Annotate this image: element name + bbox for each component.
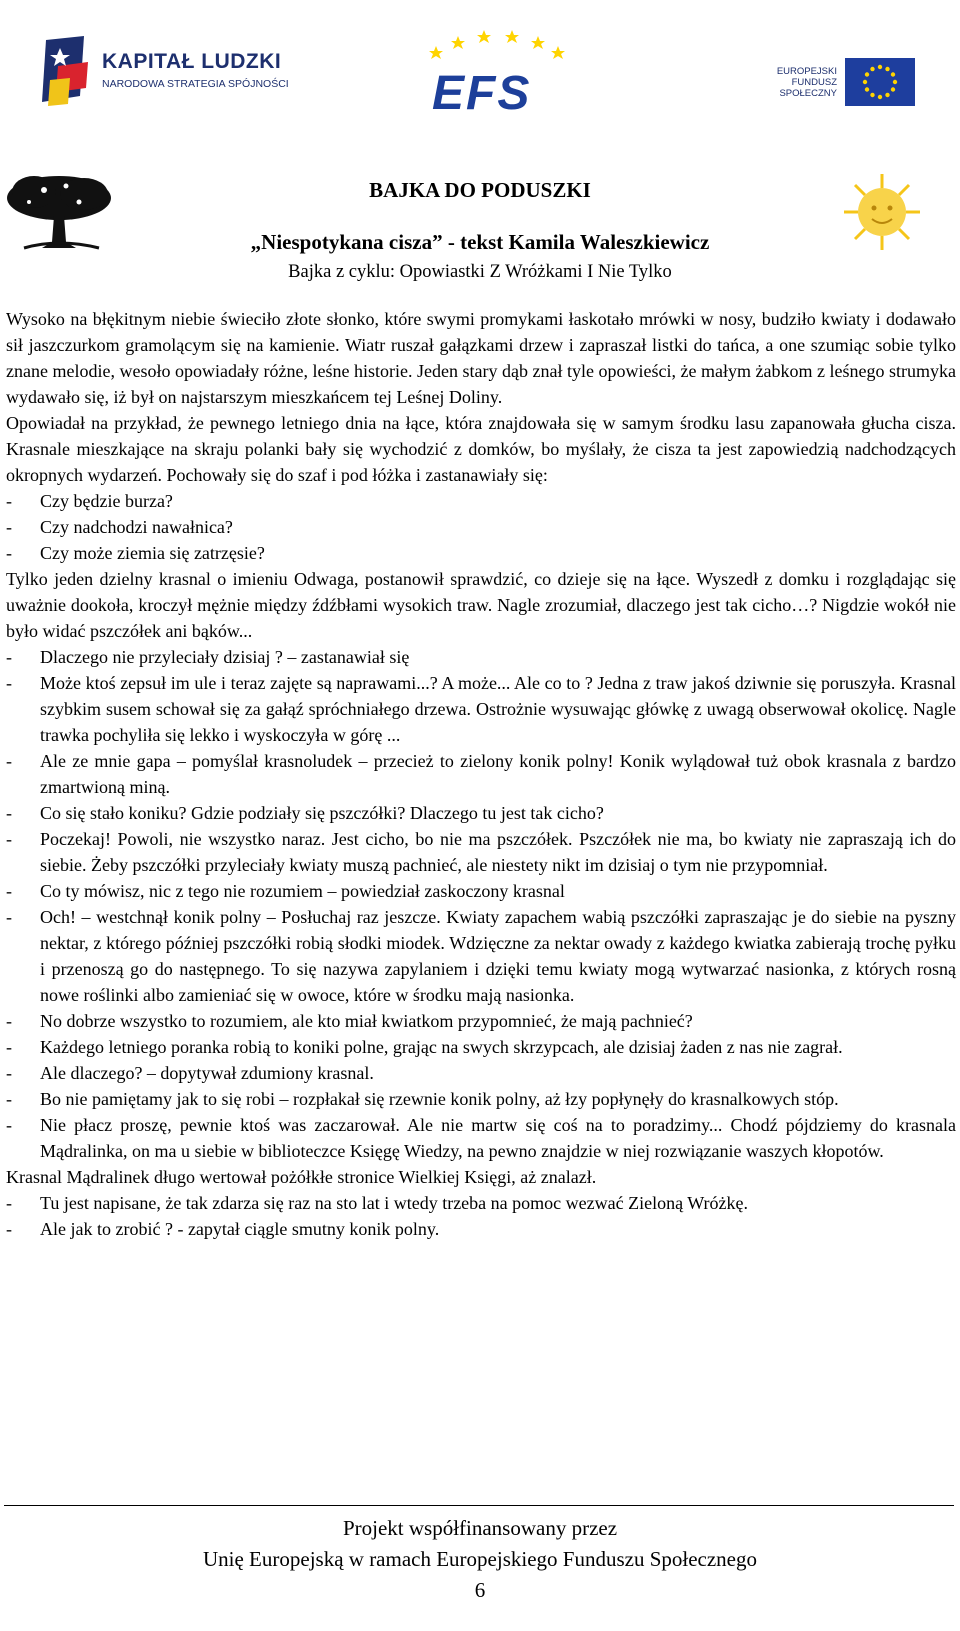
kapital-ludzki-emblem-icon	[40, 36, 92, 106]
story-cycle: Bajka z cyklu: Opowiastki Z Wróżkami I Nie Tylko	[288, 262, 672, 282]
dialogue-line: - Ale jak to zrobić ? - zapytał ciągle smutny konik polny.	[6, 1219, 440, 1239]
eu-star-icon	[893, 80, 897, 84]
dialogue-line: - Co się stało koniku? Gdzie podziały się pszczółki? Dlaczego tu jest tak cicho?	[6, 803, 604, 823]
logo-bar	[0, 18, 960, 118]
eu-fund-line2: FUNDUSZ SPOŁECZNY	[779, 77, 837, 99]
dialogue-line: - Może ktoś zepsuł im ule i teraz zajęte są naprawami...? A może... Ale co to ? Jedna z traw jakoś dziwnie się poruszyła. Krasnal szybkim susem schował się za gałąź spróchniałego drzewa. Ostrożnie wysuwając główkę z uwagą obserwował okolicę. Nagle trawka pochyliła się lekko i wyskoczyła w górę ...	[6, 673, 956, 745]
story-subtitle: „Niespotykana cisza” - tekst Kamila Waleszkiewicz	[250, 230, 710, 254]
dialogue-line: - Ale ze mnie gapa – pomyślał krasnoludek – przecież to zielony konik polny! Konik wylądował tuż obok krasnala z bardzo zmartwioną miną.	[6, 751, 956, 797]
dialogue-line: - No dobrze wszystko to rozumiem, ale kto miał kwiatkom przypomnieć, że mają pachnieć?	[6, 1011, 693, 1031]
eu-star-icon	[878, 95, 882, 99]
eu-star-icon	[891, 72, 895, 76]
dialogue-line: - Tu jest napisane, że tak zdarza się raz na sto lat i wtedy trzeba na pomoc wezwać Zieloną Wróżkę.	[6, 1193, 748, 1213]
eu-fund-line1: EUROPEJSKI	[776, 66, 837, 77]
eu-star-icon	[891, 87, 895, 91]
eu-social-fund-logo	[745, 58, 935, 118]
story-paragraph: Krasnal Mądralinek długo wertował pożółkłe stronice Wielkiej Księgi, aż znalazł.	[6, 1167, 597, 1187]
page-number: 6	[474, 1578, 486, 1602]
dialogue-line: - Bo nie pamiętamy jak to się robi – rozpłakał się rzewnie konik polny, aż łzy popłynęły do krasnalkowych stóp.	[6, 1089, 839, 1109]
eu-star-icon	[885, 93, 889, 97]
eu-star-icon	[865, 87, 869, 91]
story-body	[6, 306, 956, 1242]
eu-star-icon	[878, 65, 882, 69]
eu-star-icon	[865, 72, 869, 76]
efs-logo	[424, 28, 584, 123]
dialogue-line: - Czy może ziemia się zatrzęsie?	[6, 543, 265, 563]
efs-stars-icon	[424, 28, 574, 68]
eu-star-icon	[870, 67, 874, 71]
dialogue-line: - Każdego letniego poranka robią to koniki polne, grając na swych skrzypcach, ale dzisiaj żaden z nas nie zagrał.	[6, 1037, 843, 1057]
dialogue-line: - Ale dlaczego? – dopytywał zdumiony krasnal.	[6, 1063, 374, 1083]
dialogue-line: - Co ty mówisz, nic z tego nie rozumiem – powiedział zaskoczony krasnal	[6, 881, 565, 901]
efs-wordmark: EFS	[432, 67, 532, 120]
kapital-ludzki-subtitle: NARODOWA STRATEGIA SPÓJNOŚCI	[102, 78, 289, 90]
dialogue-line: - Poczekaj! Powoli, nie wszystko naraz. Jest cicho, bo nie ma pszczółek. Pszczółek nie ma, bo kwiaty nie zapraszają ich do siebie. Żeby pszczółki przyleciały kwiaty muszą pachnieć, ale niestety nikt im dzisiaj o tym nie przypomniał.	[6, 829, 956, 875]
kapital-ludzki-title: KAPITAŁ LUDZKI	[102, 50, 282, 73]
footer-divider	[4, 1505, 954, 1506]
eu-flag-icon	[845, 58, 915, 106]
page-title: BAJKA DO PODUSZKI	[369, 178, 591, 202]
dialogue-line: - Czy nadchodzi nawałnica?	[6, 517, 233, 537]
dialogue-line: - Czy będzie burza?	[6, 491, 173, 511]
story-paragraph: Tylko jeden dzielny krasnal o imieniu Odwaga, postanowił sprawdzić, co dzieje się na łące. Wyszedł z domku i rozglądając się uważnie dookoła, kroczył mężnie między źdźbłami wysokich traw. Nagle zrozumiał, dlaczego jest tak cicho…? Nigdzie wokół nie było widać pszczółek ani bąków...	[6, 569, 956, 641]
story-paragraph: Wysoko na błękitnym niebie świeciło złote słonko, które swymi promykami łaskotało mrówki w nosy, budziło kwiaty i dodawało sił jaszczurkom gramolącym się na kamienie. Wiatr ruszał gałązkami drzew i zapraszał listki do tańca, a one szumiąc sobie tylko znane melodie, wesoło opowiadały różne, leśne historie. Jeden stary dąb znał tyle opowieści, że małym żabkom z leśnego strumyka wydawało się, iż był on najstarszym mieszkańcem tej Leśnej Doliny.	[6, 309, 956, 407]
footer-line-2: Unię Europejską w ramach Europejskiego Funduszu Społecznego	[202, 1547, 758, 1571]
eu-star-icon	[870, 93, 874, 97]
story-paragraph: Opowiadał na przykład, że pewnego letniego dnia na łące, która znajdowała się w samym środku lasu zapanowała głucha cisza. Krasnale mieszkające na skraju polanki bały się wychodzić z domków, bo myślały, że cisza ta jest zapowiedzią nadchodzących okropnych wydarzeń. Pochowały się do szaf i pod łóżka i zastanawiały się:	[6, 413, 956, 485]
dialogue-line: - Dlaczego nie przyleciały dzisiaj ? – zastanawiał się	[6, 647, 410, 667]
footer-line-1: Projekt współfinansowany przez	[342, 1516, 618, 1540]
eu-star-icon	[885, 67, 889, 71]
kapital-ludzki-logo	[40, 36, 289, 116]
eu-fund-text	[745, 66, 837, 99]
eu-star-icon	[863, 80, 867, 84]
dialogue-line: - Och! – westchnął konik polny – Posłuchaj raz jeszcze. Kwiaty zapachem wabią pszczółki zapraszając je do siebie na pyszny nektar, z którego później pszczółki robią słodki miodek. Wdzięczne za nektar owady z każdego kwiatka zabierają trochę pyłku i przenoszą go do następnego. To się nazywa zapylaniem i dzięki temu kwiaty mogą wytwarzać nasionka, z których rosną nowe roślinki albo zamieniać się w owoce, które w środku mają nasionka.	[6, 907, 956, 1005]
dialogue-line: - Nie płacz proszę, pewnie ktoś was zaczarował. Ale nie martw się coś na to poradzimy... Chodź pójdziemy do krasnala Mądralinka, on ma u siebie w biblioteczce Księgę Wiedzy, na pewno znajdzie w niej rozwiązanie waszych kłopotów.	[6, 1115, 956, 1161]
